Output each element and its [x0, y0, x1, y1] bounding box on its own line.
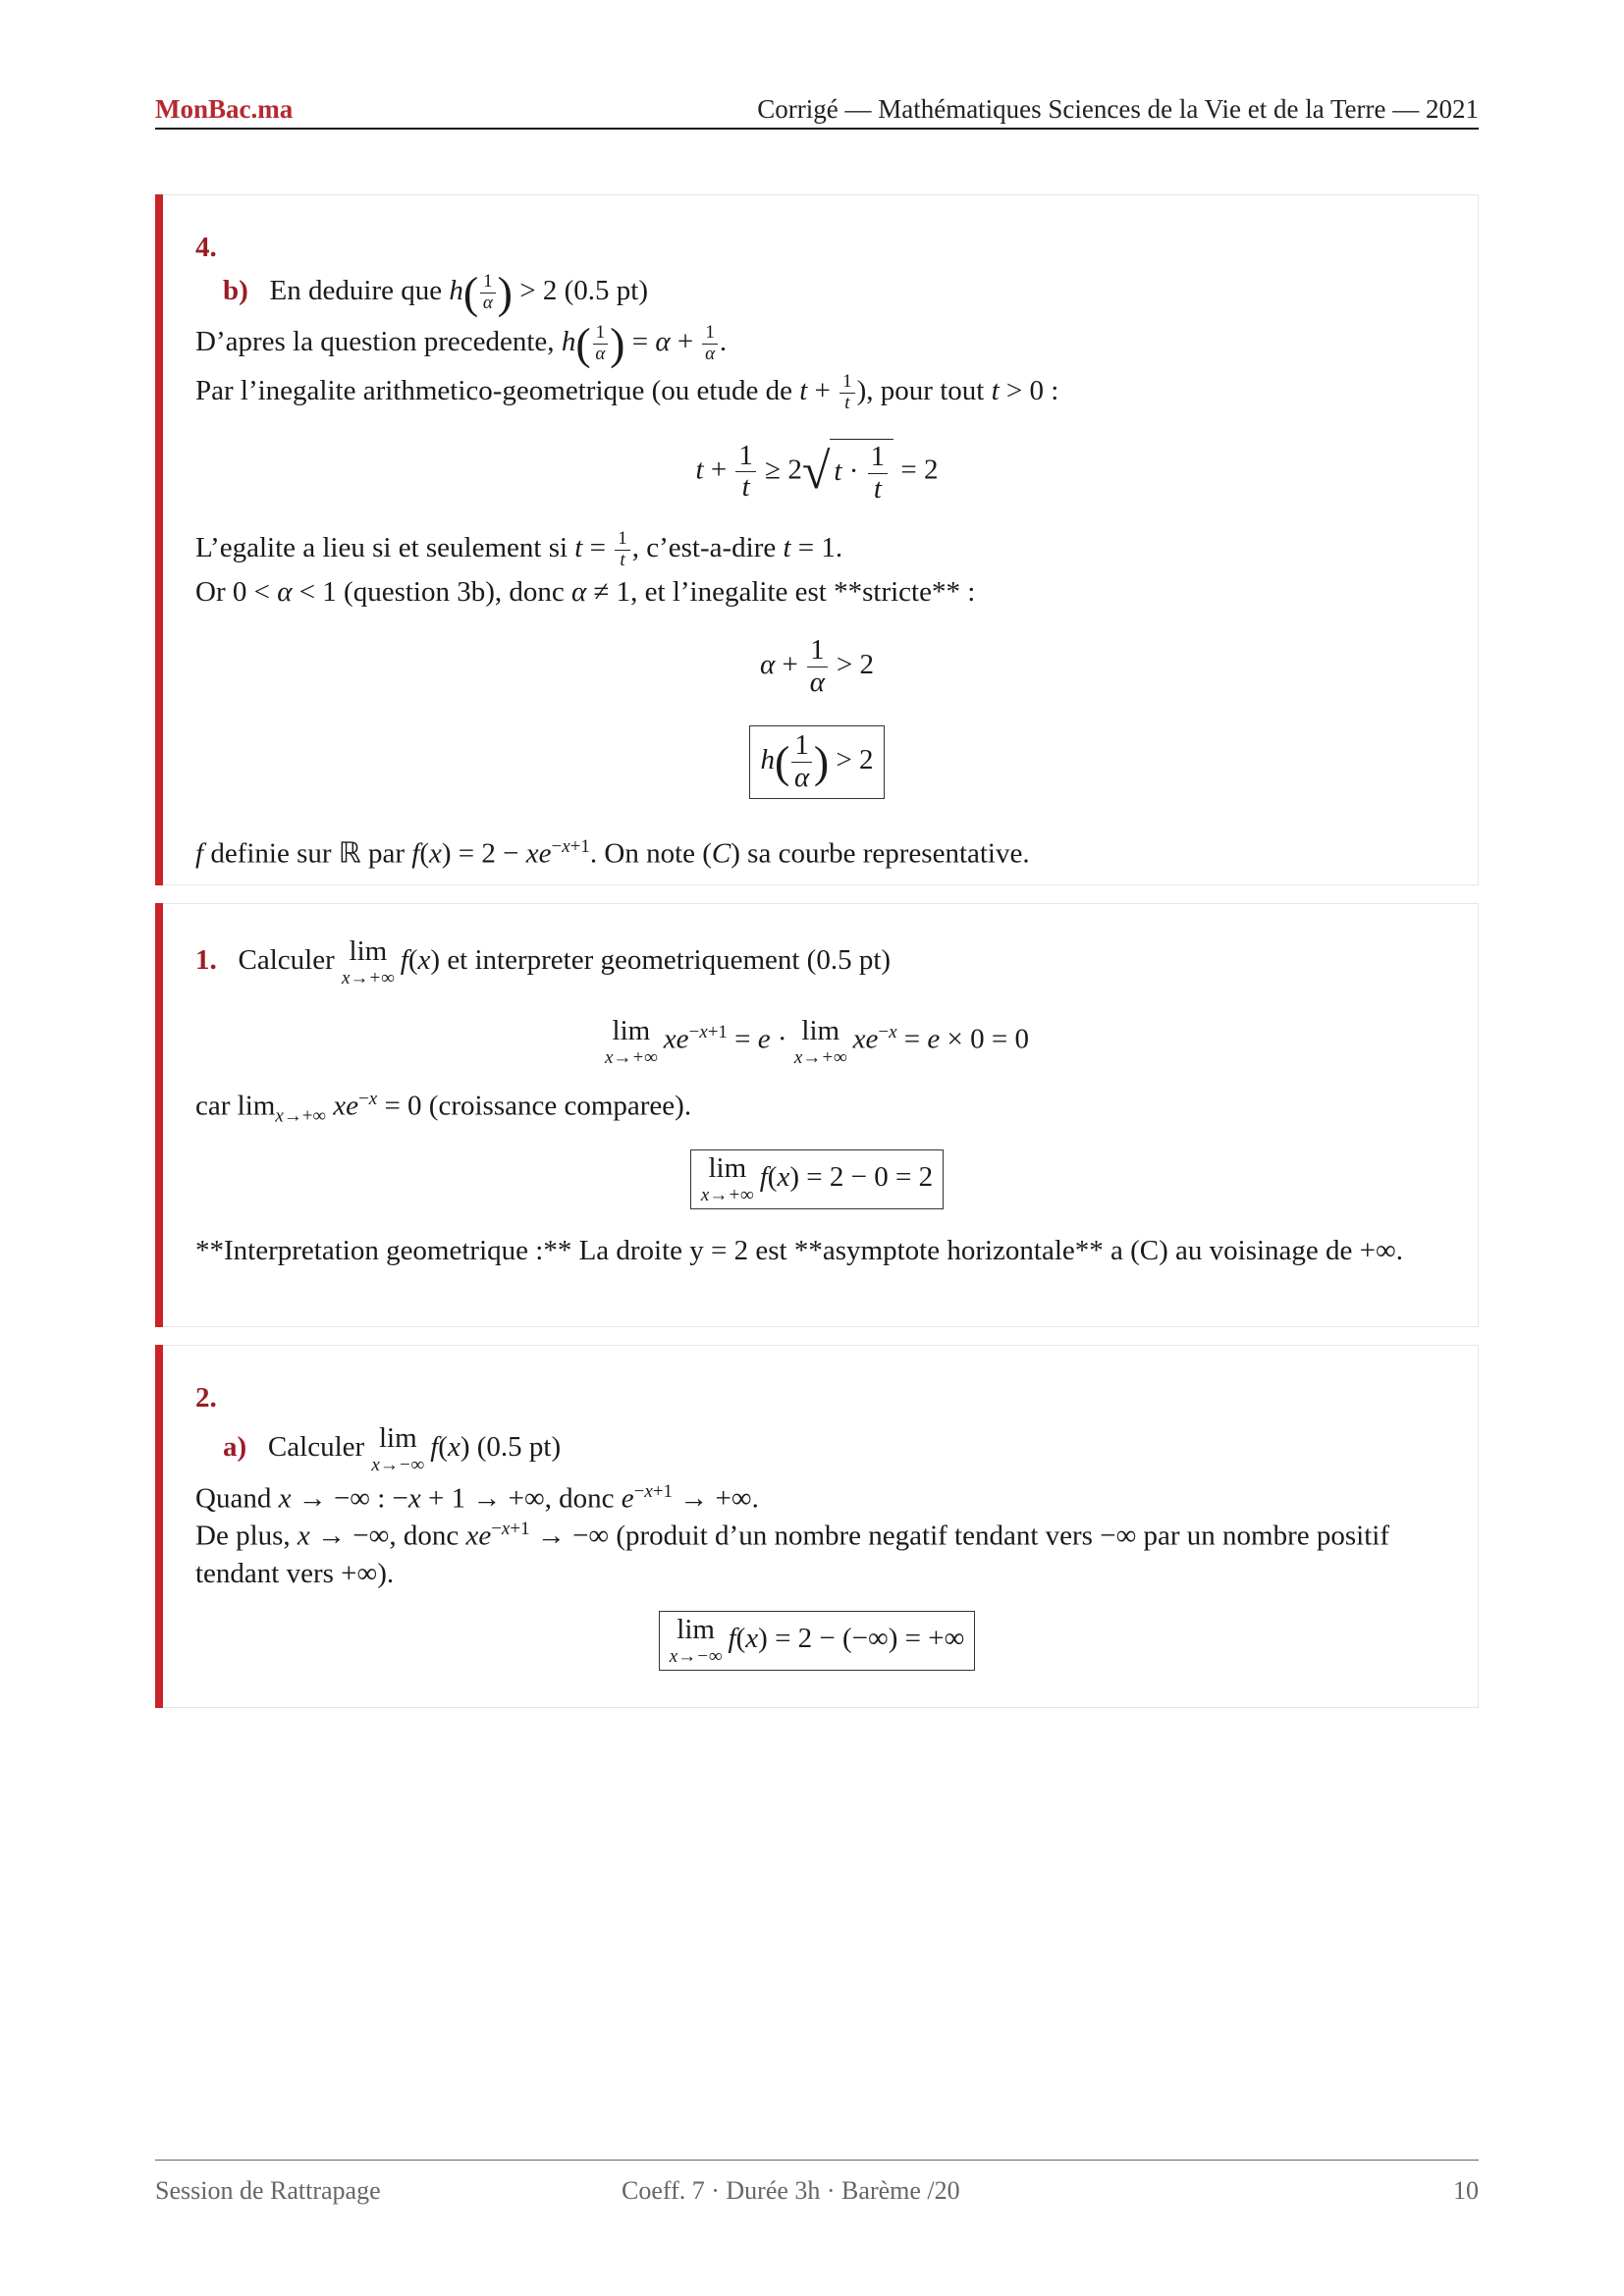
- text-line: car $\lim_{x\to+\infty} xe^{-x} = 0$ (croissance comparee).: [195, 1089, 692, 1127]
- text-line: L’egalite a lieu si et seulement si t = $\frac{1}{t}$ , c’est-a-dire t = 1.: [195, 528, 843, 570]
- brand-logo: MonBac.ma: [155, 94, 294, 124]
- session-label: Session de Rattrapage: [155, 2176, 381, 2205]
- boxed-result: lim x→−∞ f(x) = 2 − (−∞) = +∞: [156, 1611, 1478, 1671]
- text-line: Or 0 < α < 1 (question 3b), donc α ≠ 1, et l’inegalite est **stricte** :: [195, 576, 976, 608]
- page-header: [155, 90, 1479, 130]
- solution-card-1: [155, 903, 1479, 1327]
- text-line: Par l’inegalite arithmetico-geometrique (ou etude de t + $\frac{1}{t}$ ), pour tout t > 0 :: [195, 371, 1059, 413]
- boxed-result: lim x→+∞ f(x) = 2 − 0 = 2: [156, 1149, 1478, 1209]
- text-line: D’apres la question precedente, h( $\frac{1}{\alpha}$ ) = α + $\frac{1}{\alpha}$ .: [195, 318, 728, 369]
- question-number: 4.: [195, 232, 217, 263]
- equation: α + $\frac{1}{\alpha}$ > 2: [760, 634, 874, 698]
- question-number: 2.: [195, 1382, 217, 1414]
- page-number: 10: [1453, 2176, 1479, 2205]
- solution-card-2a: [155, 1345, 1479, 1708]
- question-statement: a) Calculer lim x→−∞ f(x) (0.5 pt): [223, 1422, 562, 1475]
- page-footer: [155, 2160, 1479, 2205]
- text-line: Quand x → −∞ : −x + 1 → +∞, donc $e^{-x+1}$ → +∞.: [195, 1481, 759, 1515]
- exam-info: Coeff. 7 · Durée 3h · Barème /20: [622, 2176, 960, 2205]
- text-line: f definie sur ℝ par $f(x) = 2 - xe^{-x+1}$. On note (C) sa courbe representative.: [195, 836, 1030, 870]
- question-statement: b) En deduire que h( $\frac{1}{\alpha}$ ) > 2 (0.5 pt): [223, 267, 648, 318]
- interpretation-text: **Interpretation geometrique :** La droite y = 2 est **asymptote horizontale** a (C) au voisinage de +∞.: [195, 1235, 1403, 1266]
- text-line: De plus, x → −∞, donc $xe^{-x+1}$ → −∞ (produit d’un nombre negatif tendant vers −∞ par un nombre positif tendant vers +∞).: [195, 1519, 1389, 1589]
- boxed-result: h( $\frac{1}{\alpha}$ ) > 2: [156, 725, 1478, 799]
- question-number: 1.: [195, 944, 217, 977]
- document-title: Corrigé — Mathématiques Sciences de la Vie et de la Terre — 2021: [757, 94, 1479, 124]
- equation: lim x→+∞ $xe^{-x+1} = e$ · lim x→+∞ $xe^{-x} = e \times 0 = 0$: [604, 1014, 1029, 1068]
- solution-card-4b: [155, 194, 1479, 885]
- equation: t + $\frac{1}{t}$ ≥ 2√ t · $\frac{1}{t}$ = 2: [695, 439, 939, 505]
- question-statement: 1. Calculer lim x→+∞ f(x) et interpreter geometriquement (0.5 pt): [195, 935, 892, 988]
